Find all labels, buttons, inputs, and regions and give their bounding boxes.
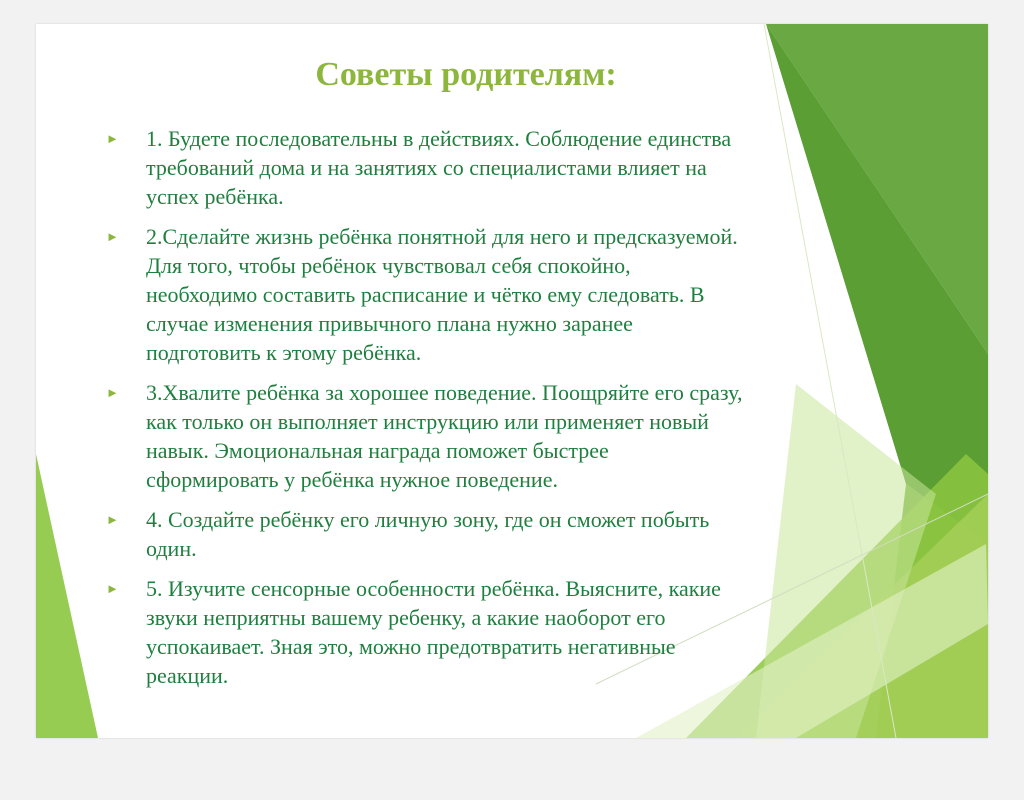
- tip-text: 2.Сделайте жизнь ребёнка понятной для него и предсказуемой. Для того, чтобы ребёнок чувствовал себя спокойно, необходимо составить расписание и чётко ему следовать. В случае изменения привычного плана нужно заранее подготовить к этому ребёнка.: [146, 224, 738, 365]
- arrow-bullet-icon: ►: [106, 229, 119, 244]
- arrow-bullet-icon: ►: [106, 512, 119, 527]
- tip-text: 4. Создайте ребёнку его личную зону, где он сможет побыть один.: [146, 507, 710, 561]
- slide: [36, 24, 988, 738]
- list-item: [106, 378, 746, 494]
- arrow-bullet-icon: ►: [106, 131, 119, 146]
- tips-list: [106, 124, 746, 701]
- list-item: [106, 574, 746, 690]
- arrow-bullet-icon: ►: [106, 581, 119, 596]
- slide-title: Советы родителям:: [315, 56, 617, 93]
- tip-text: 1. Будете последовательны в действиях. Соблюдение единства требований дома и на занятиях со специалистами влияет на успех ребёнка.: [146, 126, 732, 209]
- tip-text: 3.Хвалите ребёнка за хорошее поведение. Поощряйте его сразу, как только он выполняет инструкцию или применяет новый навык. Эмоциональная награда поможет быстрее сформировать у ребёнка нужное поведение.: [146, 380, 743, 492]
- list-item: [106, 222, 746, 367]
- arrow-bullet-icon: ►: [106, 385, 119, 400]
- list-item: [106, 505, 746, 563]
- tip-text: 5. Изучите сенсорные особенности ребёнка. Выясните, какие звуки неприятны вашему ребенку, а какие наоборот его успокаивает. Зная это, можно предотвратить негативные реакции.: [146, 576, 721, 688]
- list-item: [106, 124, 746, 211]
